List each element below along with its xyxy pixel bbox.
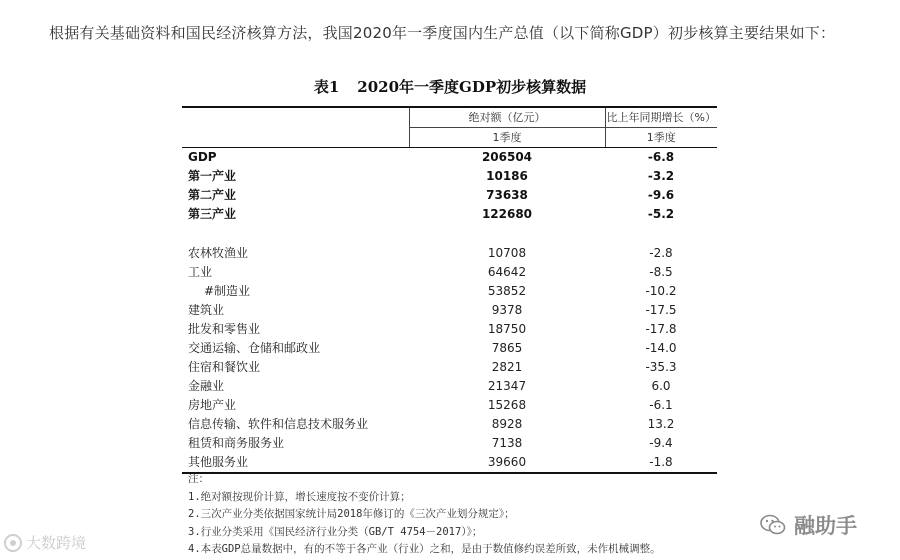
row-name: 批发和零售业: [188, 322, 261, 336]
row-name: 信息传输、软件和信息技术服务业: [188, 417, 369, 431]
table-row: [182, 205, 717, 224]
row-name: 第一产业: [188, 169, 237, 183]
row-growth: -5.2: [647, 207, 675, 221]
row-name: #制造业: [204, 284, 251, 298]
row-value: 10186: [486, 169, 528, 183]
row-growth: -8.5: [649, 265, 673, 279]
row-name: 第三产业: [188, 207, 237, 221]
table-row: [182, 377, 717, 396]
row-value: 2821: [491, 360, 523, 374]
row-name: 房地产业: [188, 398, 237, 412]
row-value: 18750: [487, 322, 527, 336]
header-empty-cell: [182, 107, 409, 128]
row-growth: -6.1: [649, 398, 673, 412]
note-2: 2.三次产业分类依据国家统计局2018年修订的《三次产业划分规定》；: [188, 508, 515, 520]
row-growth: -1.8: [605, 453, 717, 473]
table-row: [182, 320, 717, 339]
row-growth: -17.5: [645, 303, 677, 317]
row-growth: -6.8: [647, 150, 675, 164]
header-row: [182, 107, 717, 128]
table-row: [182, 434, 717, 453]
row-name: 交通运输、仓储和邮政业: [188, 341, 321, 355]
header-growth: 比上年同期增长（%）: [605, 107, 717, 128]
note-1: 1.绝对额按现价计算，增长速度按不变价计算；: [188, 490, 411, 503]
row-growth: -17.8: [645, 322, 677, 336]
watermark-left-text: 大数跨境: [26, 534, 87, 552]
row-growth: -9.4: [649, 436, 673, 450]
note-3: 3.行业分类采用《国民经济行业分类（GB/T 4754－2017）》；: [188, 525, 483, 538]
gdp-table: [182, 106, 717, 474]
row-name: 金融业: [188, 379, 225, 393]
row-name: GDP: [188, 150, 217, 164]
row-value: 7865: [491, 341, 523, 355]
table-title-text: 2020年一季度GDP初步核算数据: [357, 78, 587, 96]
row-growth: -35.3: [645, 360, 677, 374]
wechat-icon: [760, 514, 786, 536]
table-row: [182, 415, 717, 434]
table-row: [182, 358, 717, 377]
row-growth: -2.8: [649, 246, 673, 260]
subheader-empty-cell: [182, 128, 409, 148]
watermark-logo-icon: [4, 534, 22, 552]
row-value: 206504: [481, 150, 533, 164]
spacer-row: [182, 224, 717, 244]
subheader-quarter-2: 1季度: [605, 128, 717, 148]
table-row: [182, 301, 717, 320]
row-value: 15268: [487, 398, 527, 412]
table-row: [182, 339, 717, 358]
row-name: 农林牧渔业: [188, 246, 249, 260]
row-growth: 6.0: [651, 379, 671, 393]
watermark-left: [4, 532, 86, 553]
row-name: 建筑业: [188, 303, 225, 317]
table-row: [182, 244, 717, 263]
row-value: 8928: [491, 417, 523, 431]
row-value: 64642: [487, 265, 527, 279]
row-value: 10708: [487, 246, 527, 260]
row-growth: -14.0: [645, 341, 677, 355]
row-name: 其他服务业: [182, 453, 409, 473]
subheader-row: [182, 128, 717, 148]
row-value: 9378: [491, 303, 523, 317]
industry-rows: [182, 244, 717, 473]
table-notes: [188, 471, 661, 559]
row-growth: -9.6: [647, 188, 675, 202]
row-value: 122680: [481, 207, 533, 221]
table-title: [0, 76, 900, 97]
row-value: 73638: [486, 188, 528, 202]
table-title-label: 表1: [313, 78, 340, 96]
notes-head: 注：: [188, 473, 209, 485]
intro-paragraph: 根据有关基础资料和国民经济核算方法，我国2020年一季度国内生产总值（以下简称GDP）初步核算主要结果如下：: [49, 24, 836, 42]
header-absolute: 绝对额（亿元）: [409, 107, 605, 128]
watermark-right: [760, 510, 857, 540]
table-row: [182, 186, 717, 205]
table-row: [182, 263, 717, 282]
row-value: 53852: [487, 284, 527, 298]
table-row: [182, 167, 717, 186]
subheader-quarter-1: 1季度: [409, 128, 605, 148]
row-growth: 13.2: [647, 417, 675, 431]
watermark-right-text: 融助手: [794, 514, 857, 538]
row-value: 39660: [409, 453, 605, 473]
row-growth: -3.2: [647, 169, 675, 183]
row-growth: -10.2: [645, 284, 677, 298]
row-name: 住宿和餐饮业: [188, 360, 261, 374]
row-name: 第二产业: [188, 188, 237, 202]
row-value: 21347: [487, 379, 527, 393]
row-value: 7138: [491, 436, 523, 450]
table-row: [182, 148, 717, 168]
note-4: 4.本表GDP总量数据中，有的不等于各产业（行业）之和，是由于数值修约误差所致，未作机械调整。: [188, 543, 661, 555]
row-name: 工业: [188, 265, 213, 279]
table-row: [182, 396, 717, 415]
row-name: 租赁和商务服务业: [188, 436, 285, 450]
table-row: [182, 453, 717, 473]
summary-rows: [182, 148, 717, 225]
table-row: [182, 282, 717, 301]
